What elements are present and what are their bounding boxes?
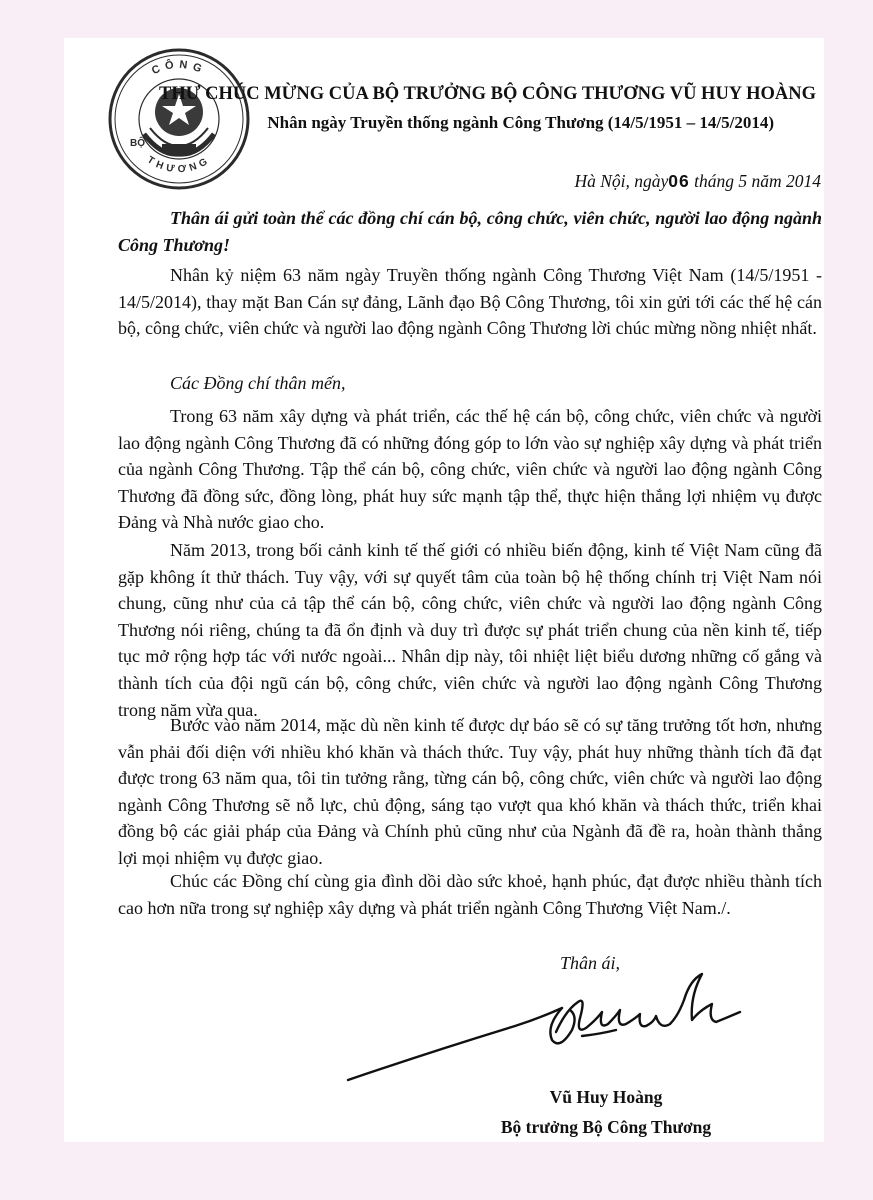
svg-text:CÔNG: CÔNG xyxy=(150,58,208,78)
handwritten-signature-icon xyxy=(340,960,760,1100)
paragraph-history: Trong 63 năm xây dựng và phát triển, các thế hệ cán bộ, công chức, viên chức và người lao động ngành Công Thương đã có những đóng góp to lớn vào sự nghiệp xây dựng và phát triển của ngành Công Thương. Tập thể cán bộ, công chức, viên chức và người lao động ngành Công Thương đã đồng sức, đồng lòng, phát huy sức mạnh tập thể, thực hiện thắng lợi nhiệm vụ được Đảng và Nhà nước giao cho. xyxy=(118,406,822,533)
paragraph-2014: Bước vào năm 2014, mặc dù nền kinh tế được dự báo sẽ có sự tăng trưởng tốt hơn, nhưng vẫn phải đối diện với nhiều khó khăn và thách thức. Tuy vậy, phát huy những thành tích đã đạt được trong 63 năm qua, tôi tin tưởng rằng, từng cán bộ, công chức, viên chức và người lao động ngành Công Thương sẽ nỗ lực, chủ động, sáng tạo vượt qua khó khăn và thách thức, triển khai đồng bộ các giải pháp của Đảng và Chính phủ cũng như của Ngành đã đề ra, hoàn thành thắng lợi mọi nhiệm vụ được giao. xyxy=(118,715,822,868)
dateline-month-year: tháng 5 năm 2014 xyxy=(689,171,821,191)
signer-name: Vũ Huy Hoàng xyxy=(549,1087,663,1107)
svg-text:THƯƠNG: THƯƠNG xyxy=(145,154,213,176)
dateline-day: 06 xyxy=(668,171,690,191)
paragraph-2013: Năm 2013, trong bối cảnh kinh tế thế giới có nhiều biến động, kinh tế Việt Nam cũng đã gặp không ít thử thách. Tuy vậy, với sự quyết tâm của toàn bộ hệ thống chính trị Việt Nam nói chung, cũng như của cả tập thể cán bộ, công chức, viên chức và người lao động ngành Công Thương nói riêng, chúng ta đã ổn định và duy trì được sự phát triển chung của nền kinh tế, tiếp tục mở rộng hợp tác với nước ngoài... Nhân dịp này, tôi nhiệt liệt biểu dương những cố gắng và thành tích của đội ngũ cán bộ, công chức, viên chức và người lao động ngành Công Thương trong năm vừa qua. xyxy=(118,540,822,720)
dateline xyxy=(400,171,821,192)
greeting: Thân ái gửi toàn thể các đồng chí cán bộ, công chức, viên chức, người lao động ngành Công Thương! xyxy=(118,208,822,255)
paragraph-salutation: Các Đồng chí thân mến, xyxy=(170,373,346,393)
letter-subtitle: Nhân ngày Truyền thống ngành Công Thương (14/5/1951 – 14/5/2014) xyxy=(267,113,774,132)
letter-title: THƯ CHÚC MỪNG CỦA BỘ TRƯỞNG BỘ CÔNG THƯƠNG VŨ HUY HOÀNG xyxy=(159,84,816,104)
paragraph-intro: Nhân kỷ niệm 63 năm ngày Truyền thống ngành Công Thương Việt Nam (14/5/1951 - 14/5/2014), thay mặt Ban Cán sự đảng, Lãnh đạo Bộ Công Thương, tôi xin gửi tới các thế hệ cán bộ, công chức, viên chức và người lao động ngành Công Thương lời chúc mừng nồng nhiệt nhất. xyxy=(118,265,822,339)
dateline-place: Hà Nội, ngày xyxy=(574,171,669,191)
signer-title: Bộ trưởng Bộ Công Thương xyxy=(500,1117,712,1137)
paragraph-wishes: Chúc các Đồng chí cùng gia đình dồi dào sức khoẻ, hạnh phúc, đạt được nhiều thành tích cao hơn nữa trong sự nghiệp xây dựng và phát triển ngành Công Thương Việt Nam./. xyxy=(118,871,822,918)
svg-text:BỘ: BỘ xyxy=(130,138,145,149)
closing: Thân ái, xyxy=(560,953,621,973)
